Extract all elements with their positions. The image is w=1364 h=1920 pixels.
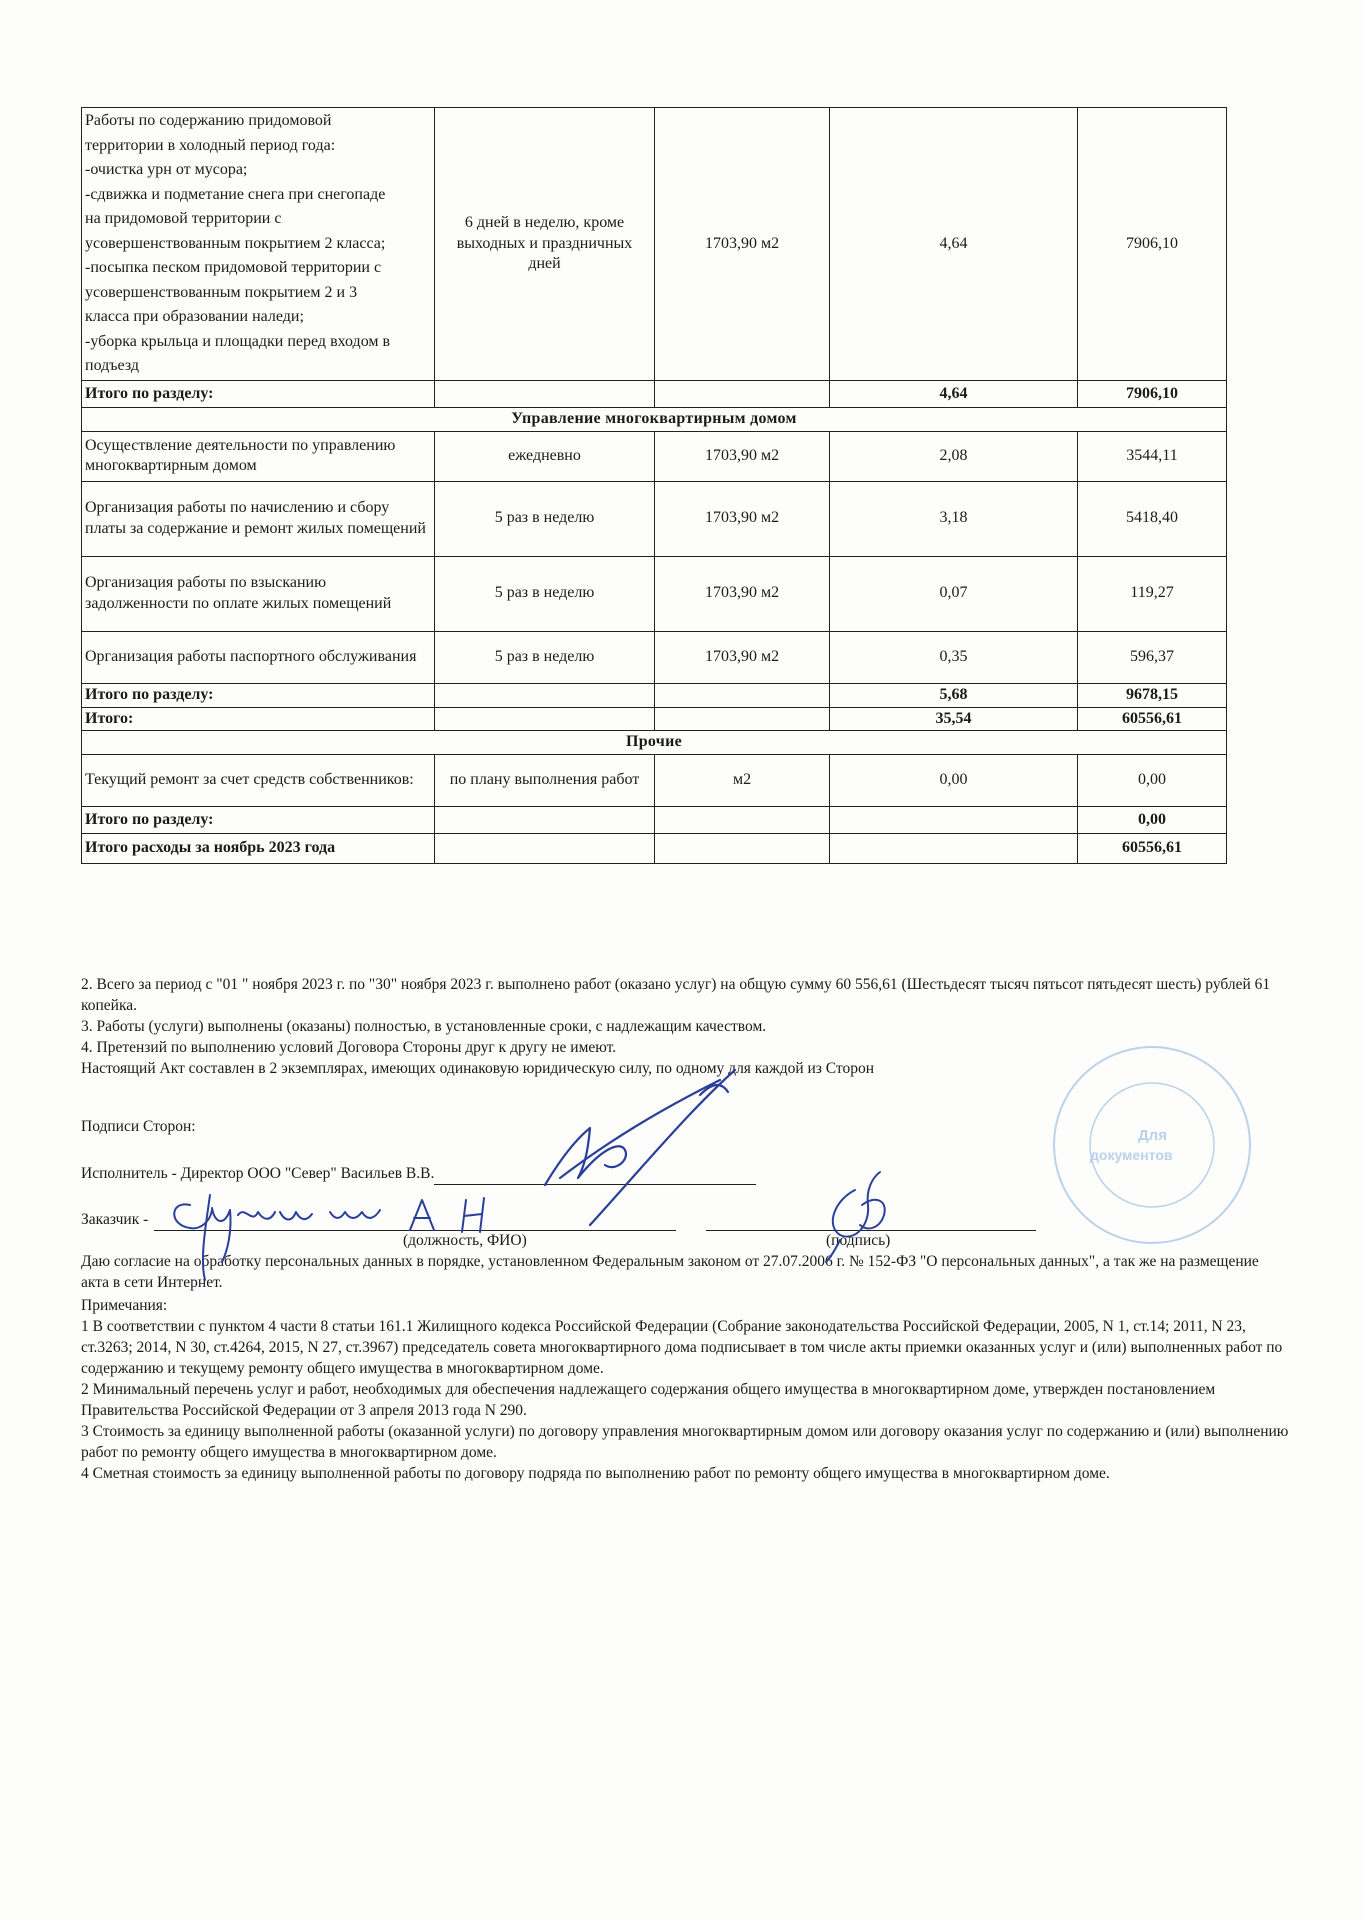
service-name-cell: Текущий ремонт за счет средств собственников: <box>82 755 435 807</box>
rate-cell: 2,08 <box>830 431 1078 481</box>
statement-quality: 3. Работы (услуги) выполнены (оказаны) полностью, в установленные сроки, с надлежащим качеством. <box>81 1018 767 1035</box>
periodicity-cell: 6 дней в неделю, кроме выходных и праздничных дней <box>435 108 655 381</box>
svg-text:документов: документов <box>1090 1147 1173 1163</box>
note-4: 4 Сметная стоимость за единицу выполненной работы по договору подряда по выполнению работ по ремонту общего имущества в многоквартирном доме. <box>81 1465 1110 1482</box>
total-row <box>82 707 1227 731</box>
customer-label: Заказчик - <box>81 1211 149 1228</box>
total-rate: 35,54 <box>830 707 1078 731</box>
rate-cell: 0,00 <box>830 755 1078 807</box>
note-2: 2 Минимальный перечень услуг и работ, необходимых для обеспечения надлежащего содержания общего имущества в многоквартирном доме, утвержден постановлением Правительства Российской Федерации от 3 апреля 2013 года N 290. <box>81 1381 1216 1419</box>
grand-total-label: Итого расходы за ноябрь 2023 года <box>82 834 435 864</box>
periodicity-cell: 5 раз в неделю <box>435 631 655 683</box>
section-header-row <box>82 731 1227 755</box>
subtotal-row <box>82 381 1227 408</box>
service-name-cell: Организация работы по взысканию задолженности по оплате жилых помещений <box>82 556 435 631</box>
volume-cell: 1703,90 м2 <box>655 556 830 631</box>
signatures-heading: Подписи Сторон: <box>81 1118 196 1135</box>
sum-cell: 7906,10 <box>1078 108 1227 381</box>
periodicity-cell: по плану выполнения работ <box>435 755 655 807</box>
sum-cell: 119,27 <box>1078 556 1227 631</box>
service-name-cell: Организация работы по начислению и сбору платы за содержание и ремонт жилых помещений <box>82 481 435 556</box>
svg-text:Для: Для <box>1138 1127 1167 1144</box>
statement-total-amount: 2. Всего за период с "01 " ноября 2023 г. по "30" ноября 2023 г. выполнено работ (оказано услуг) на общую сумму 60 556,61 (Шестьдесят тысяч пятьсот пятьдесят шесть) рублей 61 копейка. <box>81 976 1271 1014</box>
subtotal-sum: 7906,10 <box>1078 381 1227 408</box>
customer-signature-blank <box>706 1209 1036 1231</box>
statements-block <box>81 974 1296 1079</box>
volume-cell: 1703,90 м2 <box>655 108 830 381</box>
service-name-cell: Работы по содержанию придомовой территории в холодный период года: -очистка урн от мусора; -сдвижка и подметание снега при снегопаде на придомовой территории с усовершенствованным покрытием 2 класса; -посыпка песком придомовой территории с усовершенствованным покрытием 2 и 3 класса при образовании наледи; -уборка крыльца и площадки перед входом в подъезд <box>82 108 435 381</box>
sum-cell: 0,00 <box>1078 755 1227 807</box>
executor-signature-blank <box>434 1163 756 1185</box>
total-sum: 60556,61 <box>1078 707 1227 731</box>
subtotal-label: Итого по разделу: <box>82 683 435 707</box>
subtotal-label: Итого по разделу: <box>82 807 435 834</box>
subtotal-sum: 0,00 <box>1078 807 1227 834</box>
notes-block <box>81 1295 1291 1484</box>
section-title-other: Прочие <box>82 731 1227 755</box>
sum-cell: 3544,11 <box>1078 431 1227 481</box>
table-row <box>82 631 1227 683</box>
services-table <box>81 107 1227 864</box>
executor-label: Исполнитель - Директор ООО "Север" Васильев В.В. <box>81 1165 435 1182</box>
rate-cell: 0,35 <box>830 631 1078 683</box>
subtotal-row <box>82 683 1227 707</box>
periodicity-cell: ежедневно <box>435 431 655 481</box>
section-title-management: Управление многоквартирным домом <box>82 408 1227 432</box>
executor-signature-line <box>81 1163 1281 1185</box>
grand-total-sum: 60556,61 <box>1078 834 1227 864</box>
note-3: 3 Стоимость за единицу выполненной работы (оказанной услуги) по договору управления многоквартирным домом или договору оказания услуг по содержанию и (или) выполнению работ по ремонту общего имущества в многоквартирном доме. <box>81 1423 1289 1461</box>
volume-cell: м2 <box>655 755 830 807</box>
statement-copies: Настоящий Акт составлен в 2 экземплярах, имеющих одинаковую юридическую силу, по одному для каждой из Сторон <box>81 1060 875 1077</box>
rate-cell: 3,18 <box>830 481 1078 556</box>
subtotal-label: Итого по разделу: <box>82 381 435 408</box>
table-row <box>82 108 1227 381</box>
sum-cell: 5418,40 <box>1078 481 1227 556</box>
caption-position-fio: (должность, ФИО) <box>403 1232 527 1249</box>
table-row <box>82 755 1227 807</box>
volume-cell: 1703,90 м2 <box>655 631 830 683</box>
periodicity-cell: 5 раз в неделю <box>435 481 655 556</box>
rate-cell: 4,64 <box>830 108 1078 381</box>
note-1: 1 В соответствии с пунктом 4 части 8 статьи 161.1 Жилищного кодекса Российской Федерации (Собрание законодательства Российской Федерации, 2005, N 1, ст.14; 2011, N 23, ст.3263; 2014, N 30, ст.4264, 2015, N 27, ст.3967) председатель совета многоквартирного дома подписывает в том числе акты приемки оказанных услуг и (или) выполненных работ по содержанию и текущему ремонту общего имущества в многоквартирном доме. <box>81 1318 1283 1377</box>
service-name-cell: Организация работы паспортного обслуживания <box>82 631 435 683</box>
subtotal-rate: 4,64 <box>830 381 1078 408</box>
table-row <box>82 556 1227 631</box>
statement-no-claims: 4. Претензий по выполнению условий Договора Стороны друг к другу не имеют. <box>81 1039 617 1056</box>
notes-heading: Примечания: <box>81 1297 168 1314</box>
customer-signature-line <box>81 1209 1281 1231</box>
service-name-cell: Осуществление деятельности по управлению многоквартирным домом <box>82 431 435 481</box>
section-header-row <box>82 408 1227 432</box>
sum-cell: 596,37 <box>1078 631 1227 683</box>
periodicity-cell: 5 раз в неделю <box>435 556 655 631</box>
subtotal-row <box>82 807 1227 834</box>
subtotal-rate: 5,68 <box>830 683 1078 707</box>
table-row <box>82 431 1227 481</box>
volume-cell: 1703,90 м2 <box>655 431 830 481</box>
consent-text: Даю согласие на обработку персональных данных в порядке, установленном Федеральным законом от 27.07.2006 г. № 152-ФЗ "О персональных данных", а так же на размещение акта в сети Интернет. <box>81 1253 1259 1291</box>
subtotal-sum: 9678,15 <box>1078 683 1227 707</box>
executor-signature-icon <box>545 1070 735 1225</box>
customer-position-blank <box>154 1209 676 1231</box>
volume-cell: 1703,90 м2 <box>655 481 830 556</box>
rate-cell: 0,07 <box>830 556 1078 631</box>
grand-total-row <box>82 834 1227 864</box>
total-label: Итого: <box>82 707 435 731</box>
table-row <box>82 481 1227 556</box>
caption-signature: (подпись) <box>826 1232 891 1249</box>
